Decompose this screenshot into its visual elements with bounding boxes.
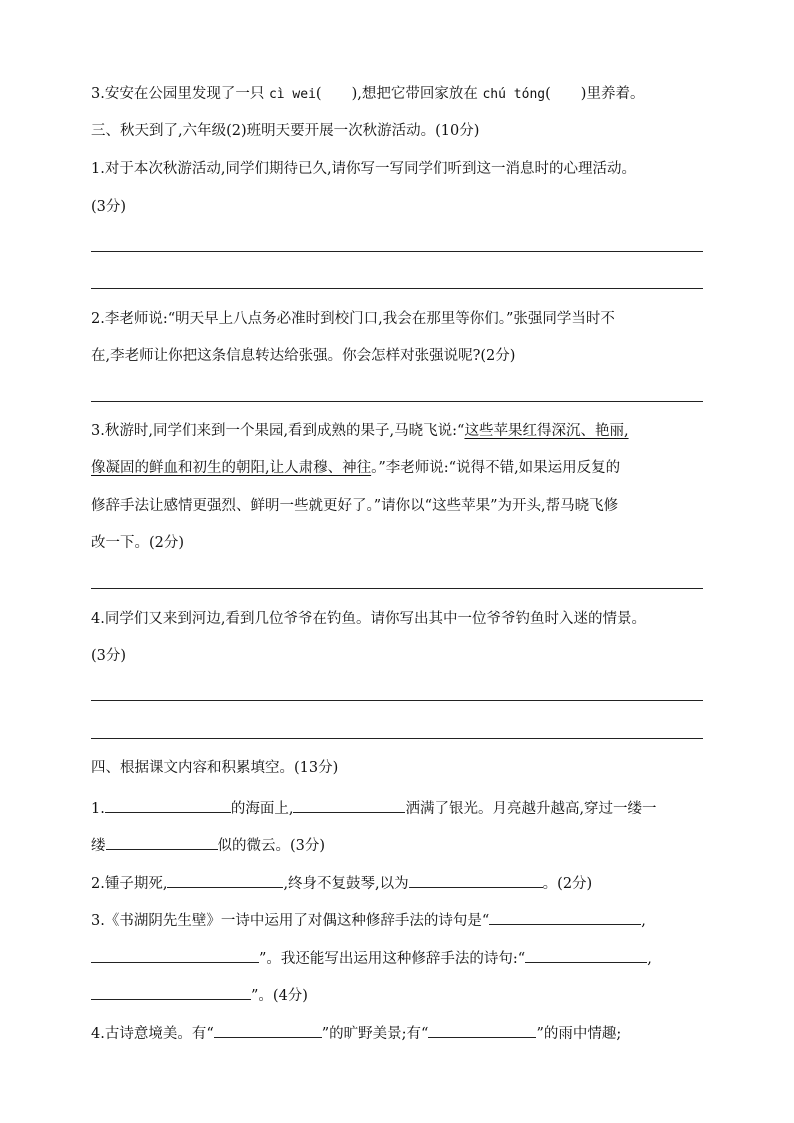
question-text: 洒满了银光。月亮越升越高,穿过一缕一 bbox=[405, 801, 657, 817]
question-line: 4.同学们又来到河边,看到几位爷爷在钓鱼。请你写出其中一位爷爷钓鱼时入迷的情景。 bbox=[91, 611, 646, 627]
question-text: 的海面上, bbox=[230, 801, 294, 817]
answer-line[interactable] bbox=[91, 251, 703, 252]
question-text: 4.古诗意境美。有“ bbox=[91, 1026, 214, 1042]
question-line: 改一下。(2分) bbox=[91, 535, 185, 551]
question-line: (3分) bbox=[91, 199, 127, 215]
pinyin-cue: cì wei bbox=[268, 87, 316, 102]
question-number: 1. bbox=[91, 801, 105, 817]
question-text: 2.锺子期死, bbox=[91, 876, 168, 892]
fill-in-blank[interactable] bbox=[525, 946, 647, 963]
question-text: ,想把它带回家放在 bbox=[357, 86, 478, 102]
question-text: ”。(4分) bbox=[251, 988, 308, 1004]
question-text: 缕 bbox=[91, 838, 106, 854]
fill-in-line bbox=[91, 983, 308, 1006]
fill-in-blank[interactable] bbox=[293, 796, 405, 813]
answer-line[interactable] bbox=[91, 588, 703, 589]
question-text: ,终身不复鼓琴,以为 bbox=[283, 876, 409, 892]
question-line bbox=[91, 421, 629, 441]
answer-line[interactable] bbox=[91, 288, 703, 289]
question-line: 1.对于本次秋游活动,同学们期待已久,请你写一写同学们听到这一消息时的心理活动。 bbox=[91, 161, 637, 177]
fill-in-blank[interactable] bbox=[91, 946, 259, 963]
fill-in-line bbox=[91, 1021, 621, 1044]
answer-line[interactable] bbox=[91, 738, 703, 739]
fill-in-line bbox=[91, 871, 592, 894]
fill-in-blank[interactable] bbox=[489, 908, 641, 925]
fill-in-blank[interactable] bbox=[409, 871, 543, 888]
fill-in-blank[interactable] bbox=[428, 1021, 536, 1038]
underlined-quote: 像凝固的鲜血和初生的朝阳,让人肃穆、神往 bbox=[91, 460, 372, 476]
question-text: ”的旷野美景;有“ bbox=[321, 1026, 429, 1042]
fill-in-blank[interactable] bbox=[91, 983, 251, 1000]
question-text: 里养着。 bbox=[586, 86, 645, 102]
section-heading: 三、秋天到了,六年级(2)班明天要开展一次秋游活动。(10分) bbox=[91, 123, 480, 139]
fill-in-line bbox=[91, 796, 657, 819]
question-text: 。(2分) bbox=[542, 876, 593, 892]
question-line: 修辞手法让感情更强烈、鲜明一些就更好了。”请你以“这些苹果”为开头,帮马晓飞修 bbox=[91, 498, 619, 514]
fill-in-blank[interactable] bbox=[214, 1021, 322, 1038]
question-line: 2.李老师说:“明天早上八点务必准时到校门口,我会在那里等你们。”张强同学当时不 bbox=[91, 311, 615, 327]
question-line: (3分) bbox=[91, 648, 127, 664]
question-text: , bbox=[647, 951, 652, 967]
question-text: 3.安安在公园里发现了一只 bbox=[91, 86, 265, 102]
question-line: 在,李老师让你把这条信息转达给张强。你会怎样对张强说呢?(2分) bbox=[91, 348, 516, 364]
paren-open: ( bbox=[545, 86, 551, 102]
question-text: , bbox=[641, 913, 646, 929]
question-text: 3.秋游时,同学们来到一个果园,看到成熟的果子,马晓飞说:“ bbox=[91, 423, 465, 439]
answer-line[interactable] bbox=[91, 700, 703, 701]
paren-close: ) bbox=[351, 86, 358, 102]
fill-in-line bbox=[91, 946, 652, 969]
question-text: 3.《书湖阴先生壁》一诗中运用了对偶这种修辞手法的诗句是“ bbox=[91, 913, 490, 929]
fill-in-line bbox=[91, 908, 646, 931]
paren-close: ) bbox=[580, 86, 587, 102]
underlined-quote: 这些苹果红得深沉、艳丽, bbox=[464, 423, 629, 439]
fill-in-blank[interactable] bbox=[106, 833, 218, 850]
paren-open: ( bbox=[315, 86, 322, 102]
question-line bbox=[91, 458, 620, 478]
pinyin-question-3 bbox=[91, 84, 644, 105]
fill-in-line bbox=[91, 833, 325, 856]
fill-in-blank[interactable] bbox=[167, 871, 283, 888]
answer-line[interactable] bbox=[91, 401, 703, 402]
fill-in-blank[interactable] bbox=[105, 796, 231, 813]
question-text: ”的雨中情趣; bbox=[536, 1026, 622, 1042]
pinyin-cue: chú tóng bbox=[482, 87, 546, 102]
section-heading: 四、根据课文内容和积累填空。(13分) bbox=[91, 760, 339, 776]
question-text: ”。我还能写出运用这种修辞手法的诗句:“ bbox=[259, 951, 526, 967]
question-text: 。”李老师说:“说得不错,如果运用反复的 bbox=[371, 460, 621, 476]
question-text: 似的微云。(3分) bbox=[217, 838, 326, 854]
